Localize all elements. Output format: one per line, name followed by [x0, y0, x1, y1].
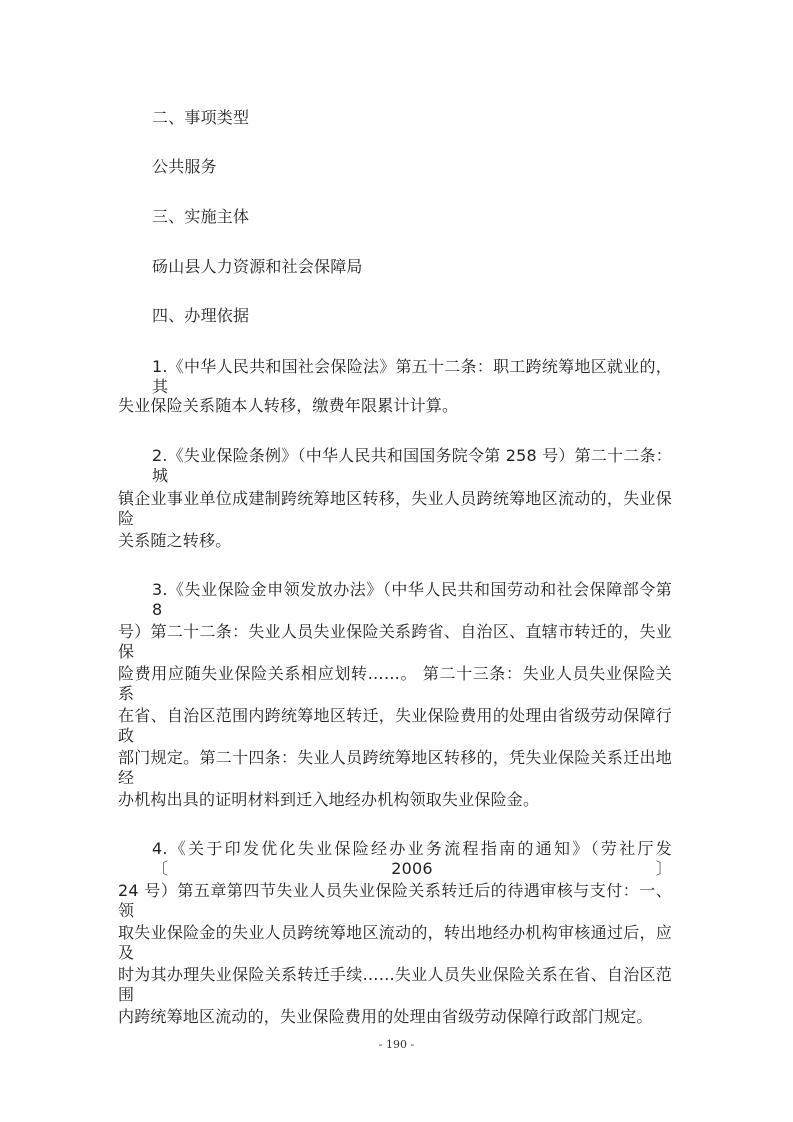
paragraph-line: 取失业保险金的失业人员跨统筹地区流动的，转出地经办机构审核通过后，应及	[118, 923, 672, 962]
paragraph-line: 险费用应随失业保险关系相应划转……。 第二十三条：失业人员失业保险关系	[118, 664, 672, 703]
paragraph-line: 时为其办理失业保险关系转迁手续……失业人员失业保险关系在省、自治区范围	[118, 965, 672, 1004]
page-number: - 190 -	[378, 1038, 415, 1051]
implementing-body-value: 砀山县人力资源和社会保障局	[152, 257, 363, 276]
paragraph-line: 部门规定。第二十四条：失业人员跨统筹地区转移的，凭失业保险关系迁出地经	[118, 748, 672, 787]
paragraph-line: 3.《失业保险金申领发放办法》（中华人民共和国劳动和社会保障部令第 8	[152, 580, 672, 619]
paragraph-line: 在省、自治区范围内跨统筹地区转迁，失业保险费用的处理由省级劳动保障行政	[118, 706, 672, 745]
paragraph-line: 号）第二十二条：失业人员失业保险关系跨省、自治区、直辖市转迁的，失业保	[118, 622, 672, 661]
paragraph-line: 关系随之转移。	[118, 531, 232, 550]
item-type-value: 公共服务	[152, 157, 217, 176]
paragraph-line: 镇企业事业单位成建制跨统筹地区转移，失业人员跨统筹地区流动的，失业保险	[118, 489, 672, 528]
section-heading-legal-basis: 四、办理依据	[152, 306, 250, 325]
paragraph-line: 24 号）第五章第四节失业人员失业保险关系转迁后的待遇审核与支付：一、领	[118, 881, 672, 920]
paragraph-line: 2.《失业保险条例》（中华人民共和国国务院令第 258 号）第二十二条：城	[152, 446, 672, 485]
paragraph-line: 失业保险关系随本人转移，缴费年限累计计算。	[118, 396, 459, 415]
paragraph-line: 4.《关于印发优化失业保险经办业务流程指南的通知》（劳社厅发〔2006〕	[152, 839, 672, 878]
section-heading-item-type: 二、事项类型	[152, 108, 250, 127]
section-heading-implementing-body: 三、实施主体	[152, 207, 250, 226]
paragraph-line: 内跨统筹地区流动的，失业保险费用的处理由省级劳动保障行政部门规定。	[118, 1007, 653, 1026]
paragraph-line: 办机构出具的证明材料到迁入地经办机构领取失业保险金。	[118, 790, 540, 809]
paragraph-line: 1.《中华人民共和国社会保险法》第五十二条：职工跨统筹地区就业的，其	[152, 357, 672, 396]
